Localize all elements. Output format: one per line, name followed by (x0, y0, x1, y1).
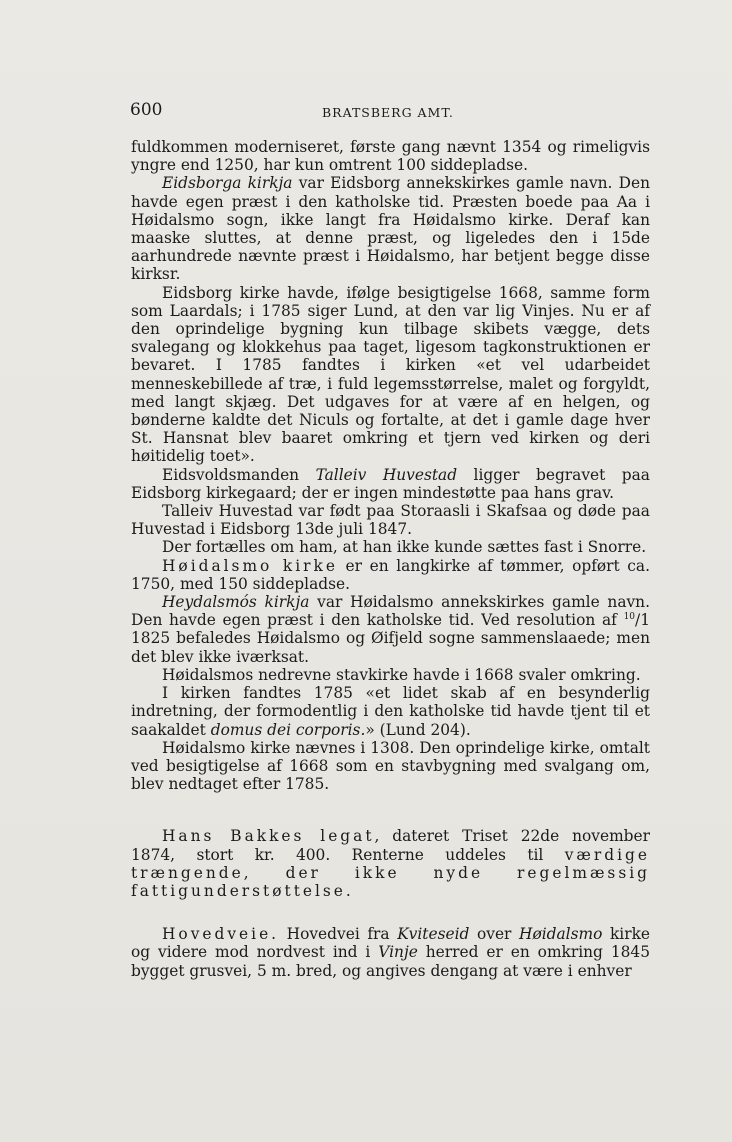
paragraph: Høidalsmos nedrevne stavkirke havde i 1668 svaler omkring. (162, 665, 641, 684)
old-name-italic: Eidsborga kirkja (162, 174, 293, 193)
latin-phrase-italic: domus dei corporis. (210, 720, 366, 739)
paragraph: Talleiv Huvestad var født paa Storaasli i Skafsaa og døde paa Huvestad i Eidsborg 13de juli 1847. (131, 502, 650, 539)
place-name-italic: Vinje (378, 943, 418, 962)
spaced-phrase: værdige trængende, der ikke nyde regelmæssig fattigunderstøttelse. (131, 845, 650, 900)
place-name-italic: Høidalsmo (519, 925, 603, 944)
spaced-heading: Høidalsmo kirke (162, 556, 338, 575)
running-head: BRATSBERG AMT. (322, 105, 454, 120)
spaced-heading: Hans Bakkes legat (162, 827, 375, 846)
page-body (131, 138, 650, 980)
paragraph: fuldkommen moderniseret, første gang nævnt 1354 og rimeligvis yngre end 1250, har kun omtrent 100 siddepladse. (131, 138, 650, 175)
page-header (130, 100, 650, 124)
person-name-italic: Talleiv Huvestad (315, 465, 458, 484)
place-name-italic: Kviteseid (397, 925, 470, 944)
paragraph: Eidsvoldsmanden Talleiv Huvestad ligger begravet paa Eidsborg kirkegaard; der er ingen mindestøtte paa hans grav. (131, 465, 650, 502)
paragraph: Hovedveie. Hovedvei fra Kviteseid over Høidalsmo kirke og videre mod nordvest ind i Vinje herred er en omkring 1845 bygget grusvei, 5 m. bred, og angives dengang at være i enhver (131, 925, 650, 980)
paragraph: Eidsborga kirkja var Eidsborg annekskirkes gamle navn. Den havde egen præst i den katholske tid. Præsten boede paa Aa i Høidalsmo sogn, ikke langt fra Høidalsmo kirke. Deraf kan maaske sluttes, at denne præst, og ligeledes den i 15de aarhundrede nævnte præst i Høidalsmo, har betjent begge disse kirksr. (131, 174, 651, 284)
paragraph: Hans Bakkes legat, dateret Triset 22de november 1874, stort kr. 400. Renterne uddeles til værdige trængende, der ikke nyde regelmæssig fattigunderstøttelse. (131, 827, 650, 900)
spaced-heading: Hovedveie. (162, 925, 280, 944)
paragraph: Høidalsmo kirke nævnes i 1308. Den oprindelige kirke, omtalt ved besigtigelse af 1668 som en stavbygning med svalgang om, blev nedtaget efter 1785. (131, 738, 650, 794)
paragraph: Høidalsmo kirke er en langkirke af tømmer, opført ca. 1750, med 150 siddepladse. (131, 556, 650, 593)
paragraph: Eidsborg kirke havde, ifølge besigtigelse 1668, samme form som Laardals; i 1785 siger Lund, at den var lig Vinjes. Nu er af den oprindelige bygning kun tilbage skibets vægge, dets svalegang og klokkehus paa taget, ligesom tagkonstruktionen er bevaret. I 1785 fandtes i kirken «et vel udarbeidet menneskebillede af træ, i fuld legemsstørrelse, malet og forgyldt, med langt skjæg. Det udgaves for at være af en helgen, og bønderne kaldte det Niculs og fortalte, at det i gamle dage hver St. Hansnat blev baaret omkring et tjern ved kirken og deri høitidelig toet». (131, 283, 650, 466)
paragraph: Der fortælles om ham, at han ikke kunde sættes fast i Snorre. (162, 538, 647, 557)
paragraph: I kirken fandtes 1785 «et lidet skab af en besynderlig indretning, der formodentlig i den katholske tid havde tjent til et saakaldet domus dei corporis.» (Lund 204). (131, 684, 650, 739)
old-name-italic: Heydalsmós kirkja (162, 593, 310, 612)
paragraph: Heydalsmós kirkja var Høidalsmo annekskirkes gamle navn. Den havde egen præst i den katholske tid. Ved resolution af $^{10}$/1 1825 befaledes Høidalsmo og Øifjeld sogne sammenslaaede; men det blev ikke iværksat. (131, 593, 650, 666)
page-number: 600 (130, 100, 163, 120)
